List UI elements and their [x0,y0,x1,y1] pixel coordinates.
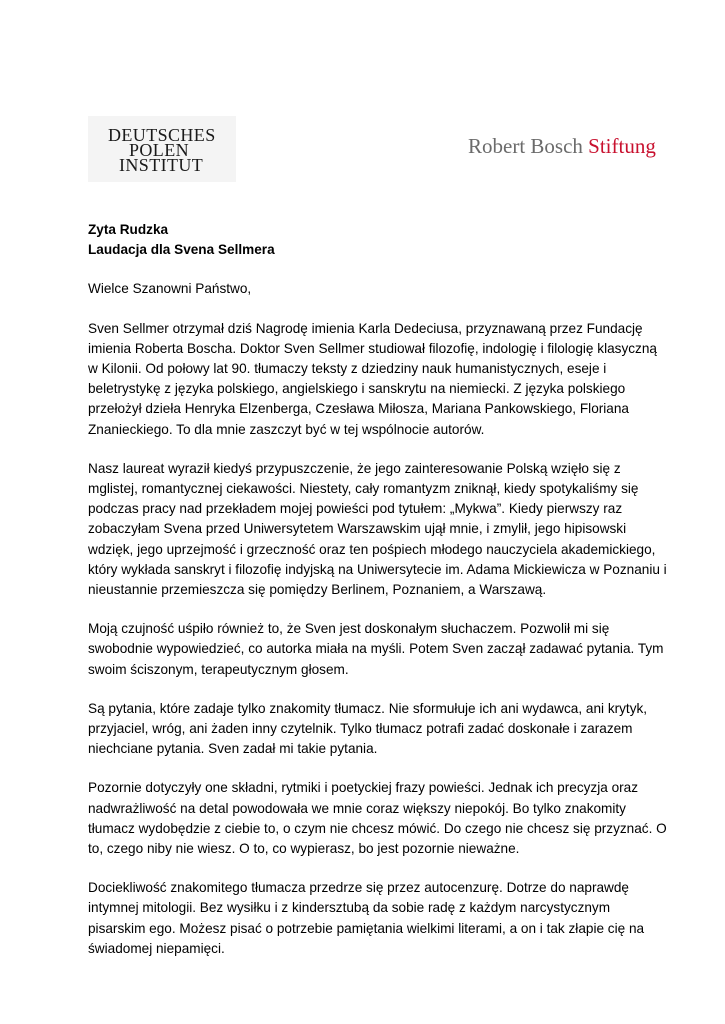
robert-bosch-stiftung-logo [468,134,656,158]
logo-line-institut: INSTITUT [119,155,204,175]
logo-stiftung-text: Stiftung [588,134,656,158]
paragraph-6: Dociekliwość znakomitego tłumacza przedrze się przez autocenzurę. Dotrze do naprawdę intymnej mitologii. Bez wysiłku i z kindersztubą da sobie radę z każdym narcystycznym pisarskim ego. Możesz pisać o potrzebie pamiętania wielkimi literami, a on i tak złapie cię na świadomej niepamięci. [88,880,645,956]
logo-robert-bosch-text: Robert Bosch [468,134,589,158]
document-body [88,220,668,959]
deutsches-polen-institut-logo [88,116,236,182]
logo-line-deutsches: DEUTSCHES [108,125,216,145]
paragraph-4: Są pytania, które zadaje tylko znakomity tłumacz. Nie sformułuje ich ani wydawca, ani krytyk, przyjaciel, wróg, ani żaden inny czytelnik. Tylko tłumacz potrafi zadać doskonałe i zarazem niechciane pytania. Sven zadał mi takie pytania. [88,700,648,757]
paragraph-1: Sven Sellmer otrzymał dziś Nagrodę imienia Karla Dedeciusa, przyznawaną przez Fundację imienia Roberta Boscha. Doktor Sven Sellmer studiował filozofię, indologię i filologię klasyczną w Kilonii. Od połowy lat 90. tłumaczy teksty z dziedziny nauk humanistycznych, eseje i beletrystykę z języka polskiego, angielskiego i sanskrytu na niemiecki. Z języka polskiego przełożył dzieła Henryka Elzenberga, Czesława Miłosza, Mariana Pankowskiego, Floriana Znanieckiego. To dla mnie zaszczyt być w tej wspólnocie autorów. [88,320,657,437]
author-name: Zyta Rudzka [88,222,169,237]
logo-line-polen: POLEN [129,140,189,160]
paragraph-3: Moją czujność uśpiło również to, że Sven jest doskonałym słuchaczem. Pozwolił mi się swobodnie wypowiedzieć, co autorka miała na myśli. Potem Sven zaczął zadawać pytania. Tym swoim ściszonym, terapeutycznym głosem. [88,621,664,677]
greeting: Wielce Szanowni Państwo, [88,281,252,297]
paragraph-5: Pozornie dotyczyły one składni, rytmiki i poetyckiej frazy powieści. Jednak ich precyzja oraz nadwrażliwość na detal powodowała we mnie coraz większy niepokój. Bo tylko znakomity tłumacz wydobędzie z ciebie to, o czym nie chcesz mówić. Do czego nie chcesz się przyznać. O to, czego niby nie wiesz. O to, co wypierasz, bo jest pozornie nieważne. [88,780,667,857]
paragraph-2: Nasz laureat wyraził kiedyś przypuszczenie, że jego zainteresowanie Polską wzięło się z mglistej, romantycznej ciekawości. Niestety, cały romantyzm zniknął, kiedy spotykaliśmy się podczas pracy nad przekładem mojej powieści pod tytułem: „Mykwa”. Kiedy pierwszy raz zobaczyłam Svena przed Uniwersytetem Warszawskim ujął mnie, i zmylił, jego hipisowski wdzięk, jego uprzejmość i grzeczność oraz ten pośpiech młodego nauczyciela akademickiego, który wykłada sanskryt i filozofię indyjską na Uniwersytecie im. Adama Mickiewicza w Poznaniu i nieustannie przemieszcza się pomiędzy Berlinem, Poznaniem, a Warszawą. [88,460,667,598]
document-title: Laudacja dla Svena Sellmera [88,242,275,258]
